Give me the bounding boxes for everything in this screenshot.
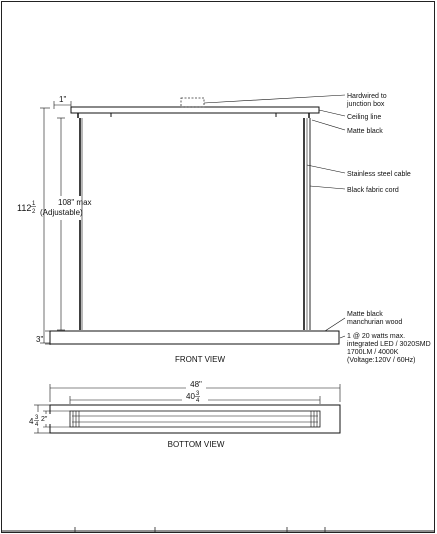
front-view	[16, 93, 431, 364]
dim-inner-width: 40	[186, 392, 195, 401]
spec-line-4: (Voltage:120V / 60Hz)	[347, 357, 416, 364]
ceiling-canopy	[71, 107, 319, 113]
svg-text:3: 3	[35, 415, 39, 421]
callout-cord: Black fabric cord	[347, 187, 399, 194]
svg-text:4: 4	[35, 422, 39, 428]
callout-finish-1: Matte black	[347, 311, 383, 318]
spec-line-2: integrated LED / 3020SMD	[347, 341, 431, 348]
callout-cable: Stainless steel cable	[347, 171, 411, 178]
dim-inner-depth: 2"	[41, 416, 48, 423]
svg-text:2: 2	[32, 209, 36, 215]
callout-matte-black: Matte black	[347, 128, 383, 135]
dim-adjustable: (Adjustable)	[40, 208, 83, 217]
svg-text:1: 1	[32, 201, 36, 207]
light-channel	[70, 411, 320, 427]
dim-max-cable: 108" max	[58, 198, 92, 207]
svg-text:3: 3	[196, 391, 200, 397]
spec-line-3: 1700LM / 4000K	[347, 349, 399, 356]
callout-finish-2: manchurian wood	[347, 319, 403, 326]
junction-box	[181, 98, 204, 107]
bottom-view-title: BOTTOM VIEW	[167, 440, 225, 449]
dim-top-offset: 1"	[59, 95, 67, 104]
callout-junction-box: junction box	[347, 101, 385, 108]
dim-overall-width: 48"	[190, 380, 202, 389]
bottom-view	[29, 379, 340, 449]
spec-line-1: 1 @ 20 watts max.	[347, 333, 406, 340]
fixture-body	[50, 331, 339, 344]
svg-text:4: 4	[196, 398, 200, 404]
page-border	[2, 2, 435, 533]
callout-ceiling-line: Ceiling line	[347, 114, 382, 121]
dim-depth: 4	[29, 417, 34, 426]
front-view-title: FRONT VIEW	[174, 355, 226, 364]
dim-fixture-height: 3"	[36, 335, 44, 344]
dim-overall-height: 112	[17, 203, 32, 213]
callout-hardwired: Hardwired to	[347, 93, 387, 100]
